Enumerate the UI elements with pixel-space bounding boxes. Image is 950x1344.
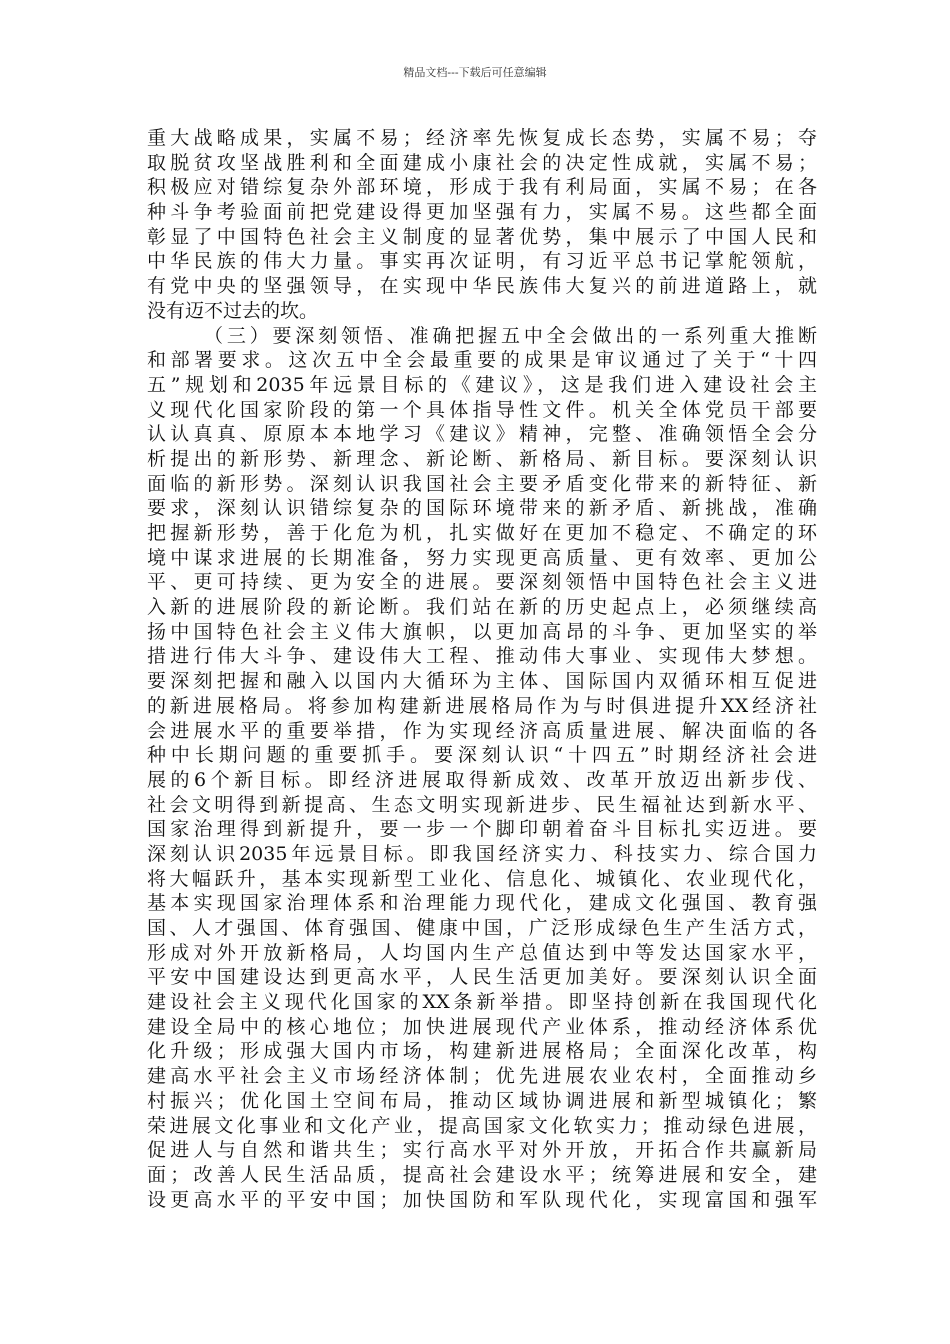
text-line: 形成对外开放新格局，人均国内生产总值达到中等发达国家水平， — [147, 941, 817, 964]
text-line: 中华民族的伟大力量。事实再次证明，有习近平总书记掌舵领航， — [147, 250, 817, 273]
text-line: 会进展水平的重要举措，作为实现经济高质量进展、解决面临的各 — [147, 719, 817, 742]
text-line: 积极应对错综复杂外部环境，形成于我有利局面，实属不易；在各 — [147, 176, 817, 199]
text-line: 建高水平社会主义市场经济体制；优先进展农业农村，全面推动乡 — [147, 1065, 817, 1088]
text-line: 展的6个新目标。即经济进展取得新成效、改革开放迈出新步伐、 — [147, 768, 817, 791]
text-line: 有党中央的坚强领导，在实现中华民族伟大复兴的前进道路上，就 — [147, 275, 817, 298]
text-line: 五”规划和2035年远景目标的《建议》，这是我们进入建设社会主 — [147, 373, 817, 396]
text-line: 社会文明得到新提高、生态文明实现新进步、民生福祉达到新水平、 — [147, 793, 817, 816]
text-line: 重大战略成果，实属不易；经济率先恢复成长态势，实属不易；夺 — [147, 127, 817, 149]
text-line: 措进行伟大斗争、建设伟大工程、推动伟大事业、实现伟大梦想。 — [147, 645, 817, 668]
text-line: 扬中国特色社会主义伟大旗帜，以更加高昂的斗争、更加坚实的举 — [147, 620, 817, 643]
page-header: 精品文档---下载后可任意编辑 — [403, 66, 547, 79]
text-line: 国家治理得到新提升，要一步一个脚印朝着奋斗目标扎实迈进。要 — [147, 818, 817, 841]
text-line: 建设社会主义现代化国家的XX条新举措。即坚持创新在我国现代化 — [147, 991, 817, 1014]
text-line: 基本实现国家治理体系和治理能力现代化，建成文化强国、教育强 — [147, 892, 817, 915]
text-line: 国、人才强国、体育强国、健康中国，广泛形成绿色生产生活方式， — [147, 917, 817, 939]
text-line: 建设全局中的核心地位；加快进展现代产业体系，推动经济体系优 — [147, 1015, 817, 1038]
text-line: 荣进展文化事业和文化产业，提高国家文化软实力；推动绿色进展， — [147, 1114, 817, 1137]
text-line: 析提出的新形势、新理念、新论断、新格局、新目标。要深刻认识 — [147, 447, 817, 470]
text-line: 促进人与自然和谐共生；实行高水平对外开放，开拓合作共赢新局 — [147, 1139, 817, 1162]
text-line: 设更高水平的平安中国；加快国防和军队现代化，实现富国和强军 — [147, 1188, 817, 1211]
text-line: 要深刻把握和融入以国内大循环为主体、国际国内双循环相互促进 — [147, 670, 817, 693]
text-line: 没有迈不过去的坎。 — [147, 299, 319, 322]
text-line: 面；改善人民生活品质，提高社会建设水平；统筹进展和安全，建 — [147, 1163, 817, 1186]
text-line: 和部署要求。这次五中全会最重要的成果是审议通过了关于“十四 — [147, 349, 817, 372]
text-line: 平安中国建设达到更高水平，人民生活更加美好。要深刻认识全面 — [147, 966, 817, 989]
text-line: 要求，深刻认识错综复杂的国际环境带来的新矛盾、新挑战，准确 — [147, 497, 817, 520]
text-line: 化升级；形成强大国内市场，构建新进展格局；全面深化改革，构 — [147, 1040, 817, 1063]
text-line: 面临的新形势。深刻认识我国社会主要矛盾变化带来的新特征、新 — [147, 472, 817, 495]
text-line: 将大幅跃升，基本实现新型工业化、信息化、城镇化、农业现代化， — [147, 867, 817, 890]
text-line: 认认真真、原原本本地学习《建议》精神，完整、准确领悟全会分 — [147, 423, 817, 446]
paragraph-start-line: （三）要深刻领悟、准确把握五中全会做出的一系列重大推断 — [204, 324, 817, 347]
text-line: 境中谋求进展的长期准备，努力实现更高质量、更有效率、更加公 — [147, 546, 817, 569]
document-body — [147, 126, 817, 1212]
text-line: 彰显了中国特色社会主义制度的显著优势，集中展示了中国人民和 — [147, 225, 817, 248]
text-line: 义现代化国家阶段的第一个具体指导性文件。机关全体党员干部要 — [147, 398, 817, 421]
text-line: 深刻认识2035年远景目标。即我国经济实力、科技实力、综合国力 — [147, 842, 817, 865]
text-line: 种中长期问题的重要抓手。要深刻认识“十四五”时期经济社会进 — [147, 744, 817, 767]
text-line: 村振兴；优化国土空间布局，推动区域协调进展和新型城镇化；繁 — [147, 1089, 817, 1112]
text-line: 的新进展格局。将参加构建新进展格局作为与时俱进提升XX经济社 — [147, 694, 817, 717]
text-line: 入新的进展阶段的新论断。我们站在新的历史起点上，必须继续高 — [147, 596, 817, 619]
text-line: 种斗争考验面前把党建设得更加坚强有力，实属不易。这些都全面 — [147, 201, 817, 224]
text-line: 把握新形势，善于化危为机，扎实做好在更加不稳定、不确定的环 — [147, 522, 817, 544]
text-line: 取脱贫攻坚战胜利和全面建成小康社会的决定性成就，实属不易； — [147, 151, 817, 174]
text-line: 平、更可持续、更为安全的进展。要深刻领悟中国特色社会主义进 — [147, 571, 817, 594]
